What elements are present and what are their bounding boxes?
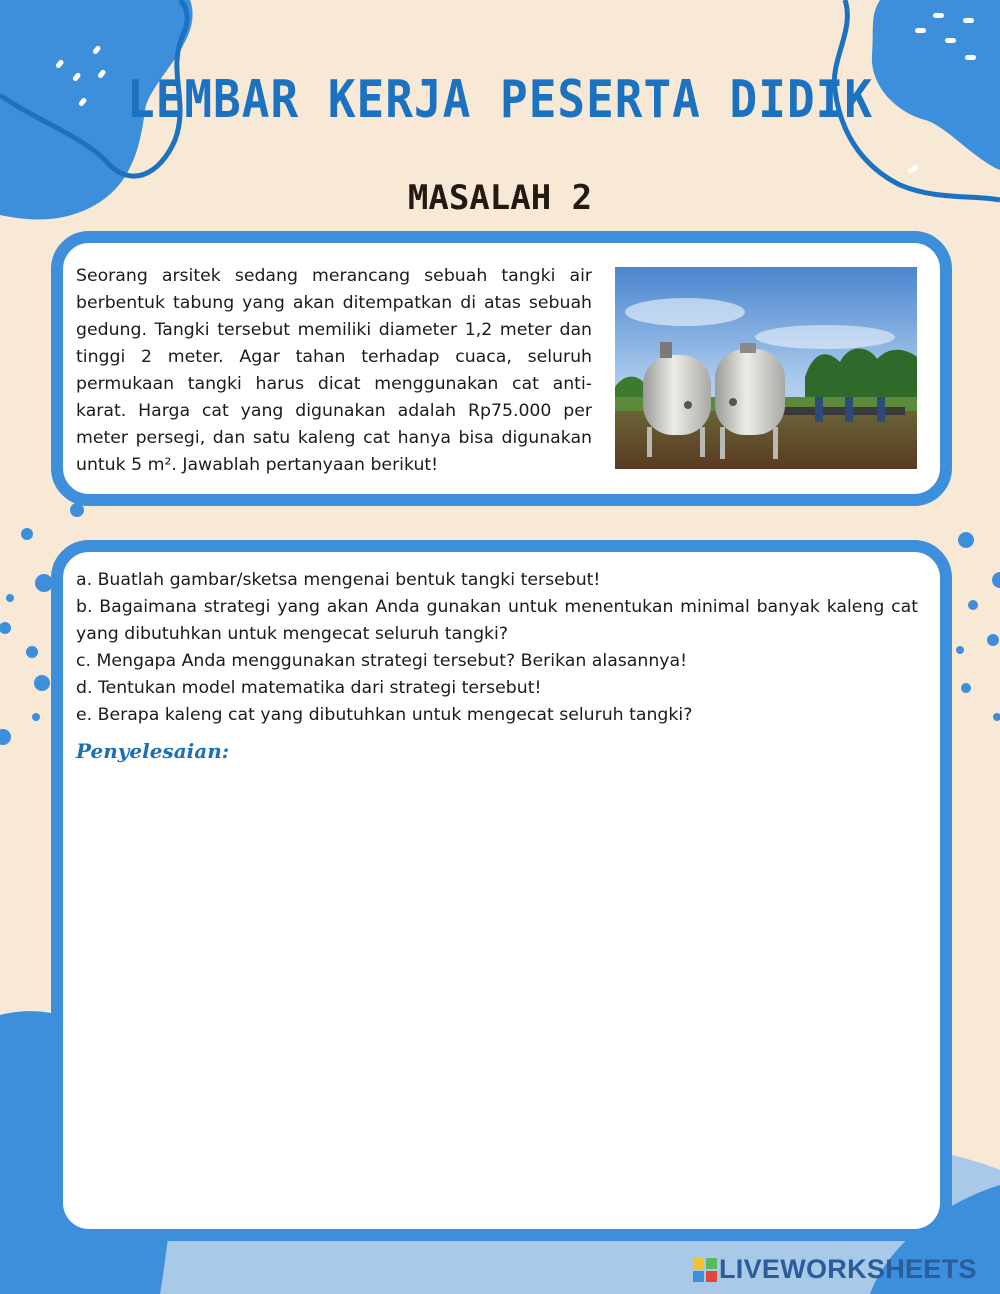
liveworksheets-brand[interactable] [693, 1252, 993, 1288]
water-tanks-photo [615, 267, 917, 469]
question-list [76, 567, 918, 763]
solution-label: Penyelesaian: [76, 739, 230, 763]
brand-text: LIVEWORKSHEETS [719, 1254, 977, 1284]
question-a: a. Buatlah gambar/sketsa mengenai bentuk tangki tersebut! [76, 570, 601, 590]
problem-box [51, 231, 952, 506]
question-d: d. Tentukan model matematika dari strategi tersebut! [76, 678, 542, 698]
questions-box [51, 540, 952, 1241]
question-c: c. Mengapa Anda menggunakan strategi tersebut? Berikan alasannya! [76, 651, 688, 671]
problem-text: Seorang arsitek sedang merancang sebuah tangki air berbentuk tabung yang akan ditempatkan di atas sebuah gedung. Tangki tersebut memiliki diameter 1,2 meter dan tinggi 2 meter. Agar tahan terhadap cuaca, seluruh permukaan tangki harus dicat menggunakan cat anti-karat. Harga cat yang digunakan adalah Rp75.000 per meter persegi, dan satu kaleng cat hanya bisa digunakan untuk 5 m². Jawablah pertanyaan berikut! [76, 266, 592, 475]
question-b: b. Bagaimana strategi yang akan Anda gunakan untuk menentukan minimal banyak kaleng cat yang dibutuhkan untuk mengecat seluruh tangki? [76, 597, 918, 644]
page-title: LEMBAR KERJA PESERTA DIDIK [126, 68, 874, 130]
question-e: e. Berapa kaleng cat yang dibutuhkan untuk mengecat seluruh tangki? [76, 705, 693, 725]
liveworksheets-logo-icon [693, 1258, 717, 1282]
problem-heading: MASALAH 2 [407, 178, 593, 218]
